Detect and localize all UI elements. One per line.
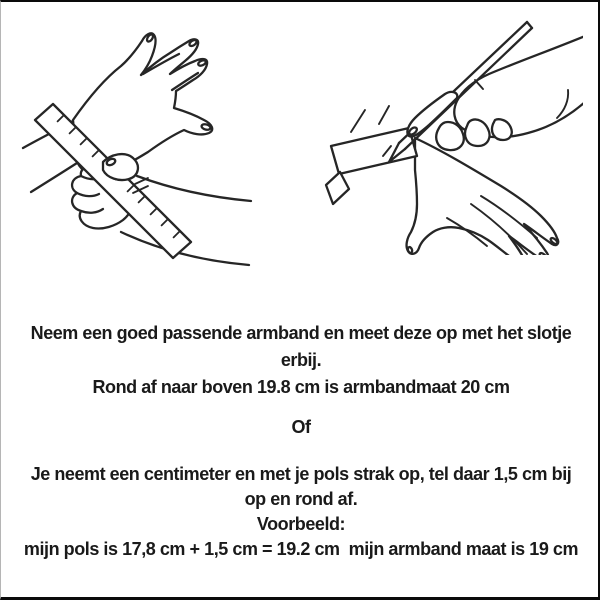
pen-marking-illustration xyxy=(321,10,583,255)
measured-hand xyxy=(407,138,559,255)
method2-instructions xyxy=(1,462,600,562)
gripping-arm-top xyxy=(137,176,251,201)
strip-fold-lines xyxy=(351,106,389,132)
method2-example: mijn pols is 17,8 cm + 1,5 cm = 19.2 cm mijn armband maat is 19 cm xyxy=(23,539,579,559)
paper-strip xyxy=(326,106,417,204)
strip-tail xyxy=(326,172,349,204)
measuring-tape-illustration xyxy=(19,12,289,272)
method2-line2: op en rond af. xyxy=(244,489,358,509)
method1-line2: erbij. xyxy=(280,350,322,370)
method1-instructions xyxy=(1,320,600,401)
method2-example-label: Voorbeeld: xyxy=(256,514,346,534)
or-separator: Of xyxy=(291,417,311,437)
method2-line1: Je neemt een centimeter en met je pols strak op, tel daar 1,5 cm bij xyxy=(30,464,572,484)
method1-line1: Neem een goed passende armband en meet deze op met het slotje xyxy=(30,323,572,343)
method1-line3: Rond af naar boven 19.8 cm is armbandmaat 20 cm xyxy=(92,377,510,397)
